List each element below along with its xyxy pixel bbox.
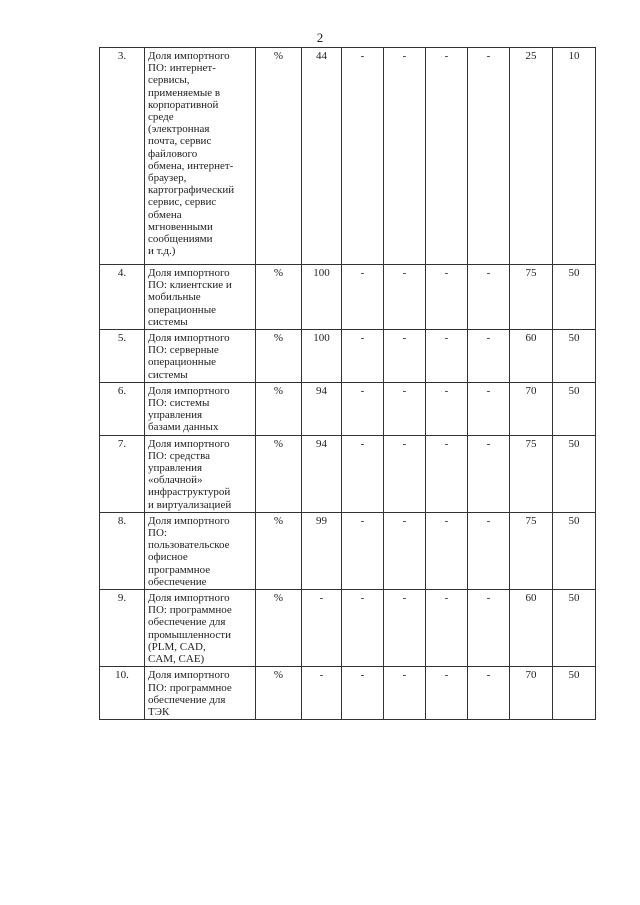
value-2: - [342,667,384,720]
indicator-name: Доля импортного ПО: серверные операционные системы [145,330,256,383]
value-4: - [426,330,468,383]
value-5: - [468,48,510,265]
final-value: 50 [553,435,596,512]
value-3: - [384,512,426,589]
base-value: 94 [302,435,342,512]
value-2: - [342,48,384,265]
indicator-name: Доля импортного ПО: средства управления «облачной» инфраструктурой и виртуализацией [145,435,256,512]
table-row [100,48,596,265]
value-2: - [342,265,384,330]
value-3: - [384,48,426,265]
row-number: 10. [100,667,145,720]
table-row [100,330,596,383]
value-4: - [426,48,468,265]
value-4: - [426,590,468,667]
unit-cell: % [256,590,302,667]
value-2: - [342,435,384,512]
unit-cell: % [256,382,302,435]
value-5: - [468,265,510,330]
target-value: 70 [510,667,553,720]
value-3: - [384,265,426,330]
table-row [100,382,596,435]
value-2: - [342,330,384,383]
value-5: - [468,512,510,589]
row-number: 4. [100,265,145,330]
value-5: - [468,590,510,667]
value-2: - [342,382,384,435]
value-5: - [468,382,510,435]
table-row [100,667,596,720]
unit-cell: % [256,48,302,265]
table-body [100,48,596,720]
target-value: 60 [510,590,553,667]
value-5: - [468,667,510,720]
unit-cell: % [256,265,302,330]
row-number: 6. [100,382,145,435]
indicator-name: Доля импортного ПО: клиентские и мобильные операционные системы [145,265,256,330]
target-value: 75 [510,512,553,589]
row-number: 7. [100,435,145,512]
value-5: - [468,330,510,383]
row-number: 3. [100,48,145,265]
value-4: - [426,667,468,720]
value-4: - [426,435,468,512]
target-value: 75 [510,265,553,330]
indicators-table [99,47,596,720]
value-2: - [342,590,384,667]
value-4: - [426,382,468,435]
row-number: 8. [100,512,145,589]
table-row [100,265,596,330]
value-5: - [468,435,510,512]
unit-cell: % [256,512,302,589]
value-4: - [426,265,468,330]
base-value: - [302,590,342,667]
target-value: 75 [510,435,553,512]
value-4: - [426,512,468,589]
value-2: - [342,512,384,589]
value-3: - [384,382,426,435]
base-value: 100 [302,330,342,383]
row-number: 9. [100,590,145,667]
indicator-name: Доля импортного ПО: системы управления базами данных [145,382,256,435]
indicator-name: Доля импортного ПО: программное обеспечение для ТЭК [145,667,256,720]
indicator-name: Доля импортного ПО: программное обеспечение для промышленности (PLM, CAD, CAM, CAE) [145,590,256,667]
table-row [100,435,596,512]
value-3: - [384,667,426,720]
unit-cell: % [256,330,302,383]
value-3: - [384,330,426,383]
final-value: 50 [553,382,596,435]
target-value: 70 [510,382,553,435]
target-value: 25 [510,48,553,265]
indicator-name: Доля импортного ПО: интернет- сервисы, применяемые в корпоративной среде (электронная почта, сервис файлового обмена, интернет- браузер, картографический сервис, сервис обмена мгновенными сообщениями и т.д.) [145,48,256,265]
page-number: 2 [316,30,324,45]
final-value: 50 [553,265,596,330]
base-value: - [302,667,342,720]
base-value: 100 [302,265,342,330]
value-3: - [384,590,426,667]
final-value: 50 [553,512,596,589]
final-value: 50 [553,590,596,667]
base-value: 99 [302,512,342,589]
final-value: 50 [553,667,596,720]
target-value: 60 [510,330,553,383]
value-3: - [384,435,426,512]
final-value: 50 [553,330,596,383]
table-row [100,590,596,667]
final-value: 10 [553,48,596,265]
base-value: 94 [302,382,342,435]
unit-cell: % [256,667,302,720]
base-value: 44 [302,48,342,265]
row-number: 5. [100,330,145,383]
indicator-name: Доля импортного ПО: пользовательское офисное программное обеспечение [145,512,256,589]
unit-cell: % [256,435,302,512]
table-row [100,512,596,589]
